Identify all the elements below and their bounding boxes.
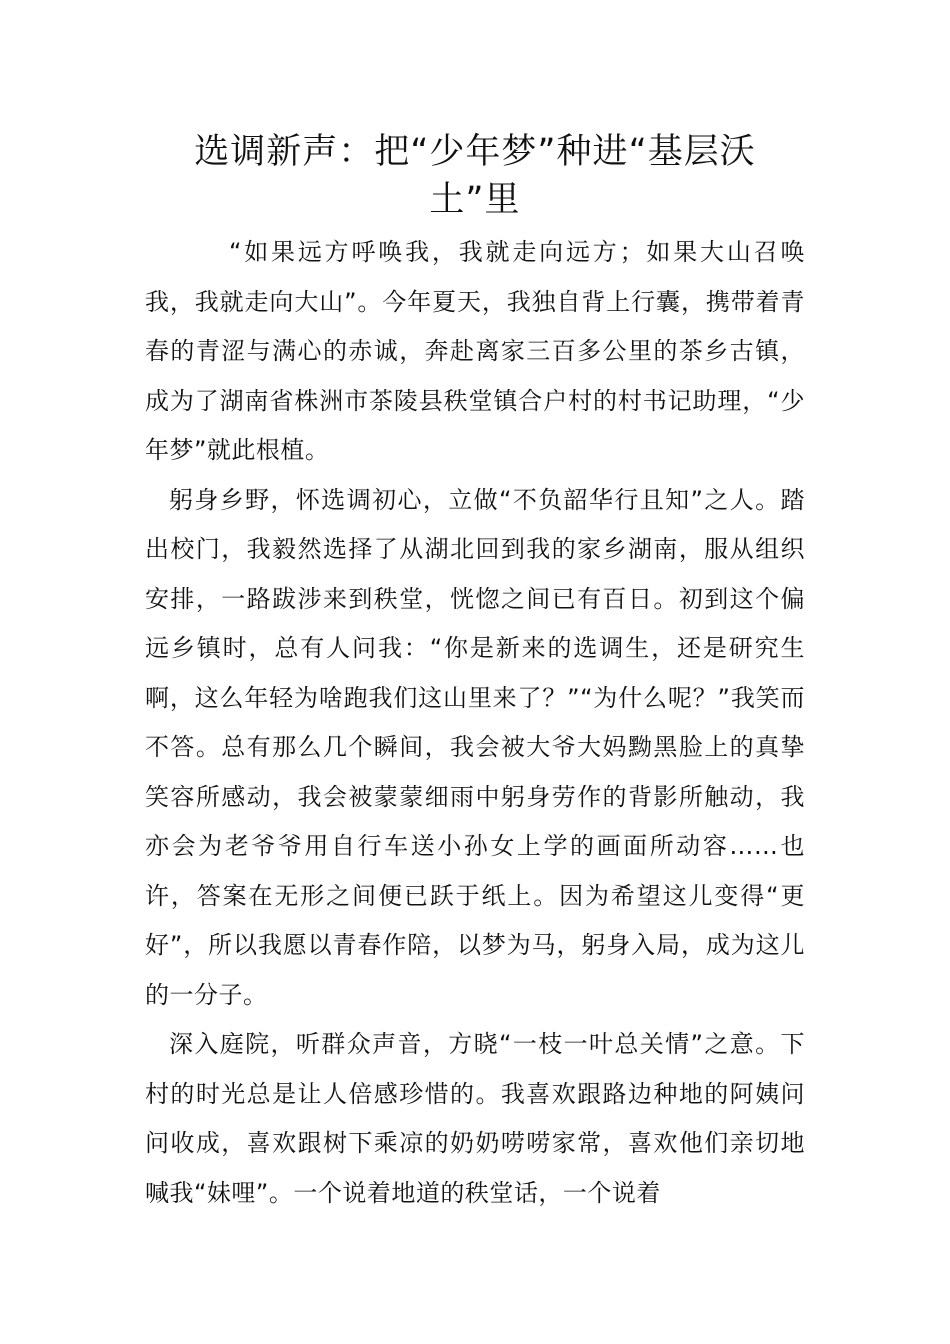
paragraph-3: 深入庭院，听群众声音，方晓“一枝一叶总关情”之意。下村的时光总是让人倍感珍惜的。我喜欢跟路边种地的阿姨问问收成，喜欢跟树下乘凉的奶奶唠唠家常，喜欢他们亲切地喊我“妹哩”。一个说着地道的秩堂话，一个说着 — [145, 1030, 805, 1207]
document-title: 选调新声：把“少年梦”种进“基层沃土”里 — [194, 132, 756, 220]
paragraph-2: 躬身乡野，怀选调初心，立做“不负韶华行且知”之人。踏出校门，我毅然选择了从湖北回到我的家乡湖南，服从组织安排，一路跋涉来到秩堂，恍惚之间已有百日。初到这个偏远乡镇时，总有人问我：“你是新来的选调生，还是研究生啊，这么年轻为啥跑我们这山里来了？”“为什么呢？”我笑而不答。总有那么几个瞬间，我会被大爷大妈黝黑脸上的真挚笑容所感动，我会被蒙蒙细雨中躬身劳作的背影所触动，我亦会为老爷爷用自行车送小孙女上学的画面所动容……也许，答案在无形之间便已跃于纸上。因为希望这儿变得“更好”，所以我愿以青春作陪，以梦为马，躬身入局，成为这儿的一分子。 — [145, 485, 805, 1009]
document-body — [145, 228, 805, 1218]
paragraph-1: “如果远方呼唤我，我就走向远方；如果大山召唤我，我就走向大山”。今年夏天，我独自背上行囊，携带着青春的青涩与满心的赤诚，奔赴离家三百多公里的茶乡古镇，成为了湖南省株洲市茶陵县秩堂镇合户村的村书记助理，“少年梦”就此根植。 — [145, 238, 805, 464]
